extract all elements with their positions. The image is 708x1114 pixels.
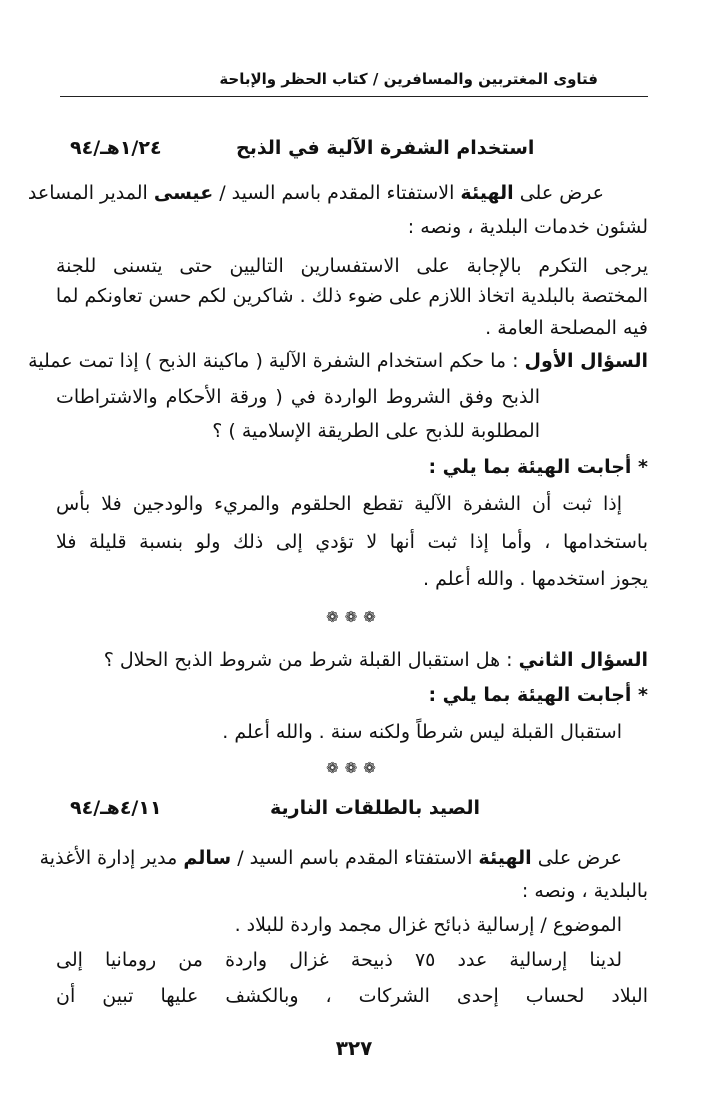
intro-line: بالبلدية ، ونصه : <box>521 880 648 902</box>
answer-line: يجوز استخدمها . والله أعلم . <box>423 568 648 590</box>
body-line: لدينا إرسالية عدد ٧٥ ذبيحة غزال واردة من رومانيا إلى <box>56 949 622 971</box>
body-line: فيه المصلحة العامة . <box>485 317 648 339</box>
section-ornament: ❁❁❁ <box>326 608 382 626</box>
committee-name: الهيئة <box>478 847 532 869</box>
answer-line: إذا ثبت أن الشفرة الآلية تقطع الحلقوم والمريء والودجين فلا بأس <box>56 493 622 515</box>
question-text: : هل استقبال القبلة شرط من شروط الذبح الحلال ؟ <box>103 649 519 671</box>
question-label: السؤال الثاني <box>518 649 648 671</box>
intro-text: عرض على <box>531 847 622 869</box>
section-ornament: ❁❁❁ <box>326 759 382 777</box>
intro-text: عرض على <box>513 182 604 204</box>
running-header: فتاوى المغتربين والمسافرين / كتاب الحظر والإباحة <box>219 70 598 88</box>
fatwa-number: ٤/١١هـ/٩٤ <box>70 797 162 819</box>
intro-text: المدير المساعد <box>27 182 154 204</box>
answer-line: استقبال القبلة ليس شرطاً ولكنه سنة . والله أعلم . <box>222 721 622 743</box>
question-line: الذبح وفق الشروط الواردة في ( ورقة الأحكام والاشتراطات <box>56 386 540 408</box>
body-line: يرجى التكرم بالإجابة على الاستفسارين التاليين حتى يتسنى للجنة <box>56 255 648 277</box>
answer-heading: * أجابت الهيئة بما يلي : <box>428 456 648 478</box>
question-label: السؤال الأول <box>524 350 648 372</box>
intro-text: الاستفتاء المقدم باسم السيد / <box>231 847 479 869</box>
page-number: ٣٢٧ <box>335 1036 373 1060</box>
answer-line: باستخدامها ، وأما إذا ثبت أنها لا تؤدي إلى ذلك ولو بنسبة قليلة فلا <box>56 531 648 553</box>
intro-line: لشئون خدمات البلدية ، ونصه : <box>407 216 648 238</box>
fatwa-title: استخدام الشفرة الآلية في الذبح <box>236 137 535 159</box>
subject-line: الموضوع / إرسالية ذبائح غزال مجمد واردة للبلاد . <box>234 914 622 936</box>
question-text: : ما حكم استخدام الشفرة الآلية ( ماكينة الذبح ) إذا تمت عملية <box>28 350 525 372</box>
requester-name: سالم <box>183 847 232 869</box>
header-rule <box>60 96 648 97</box>
question-line <box>56 645 648 675</box>
committee-name: الهيئة <box>460 182 514 204</box>
intro-line <box>27 178 604 208</box>
body-line: البلاد لحساب إحدى الشركات ، وبالكشف عليها تبين أن <box>56 985 648 1007</box>
intro-text: مدير إدارة الأغذية <box>39 847 184 869</box>
requester-name: عيسى <box>153 182 214 204</box>
intro-text: الاستفتاء المقدم باسم السيد / <box>213 182 461 204</box>
body-line: المختصة بالبلدية اتخاذ اللازم على ضوء ذلك . شاكرين لكم حسن تعاونكم لما <box>55 285 648 307</box>
question-line <box>28 346 648 376</box>
fatwa-title: الصيد بالطلقات النارية <box>270 797 481 819</box>
answer-heading: * أجابت الهيئة بما يلي : <box>428 684 648 706</box>
intro-line <box>39 843 622 873</box>
fatwa-number: ١/٢٤هـ/٩٤ <box>70 137 162 159</box>
question-line: المطلوبة للذبح على الطريقة الإسلامية ) ؟ <box>212 420 540 442</box>
